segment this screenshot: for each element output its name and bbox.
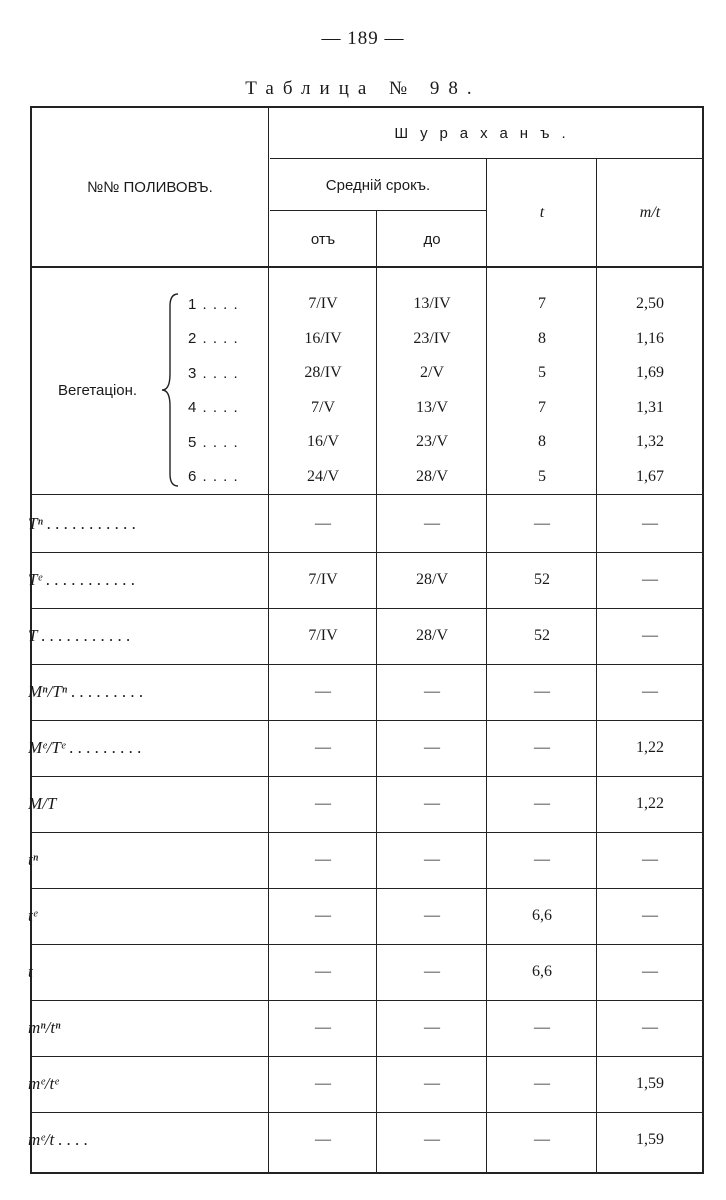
table-cell-to: 13/IV	[413, 295, 451, 312]
table-cell-t: 5	[538, 364, 546, 381]
table-cell-from: 16/IV	[304, 329, 342, 347]
table-cell-to: —	[424, 795, 440, 812]
table-cell-t: —	[534, 515, 550, 532]
table-cell-from: —	[315, 795, 331, 812]
page-number: — 189 —	[321, 28, 405, 49]
summary-row-label: t	[28, 962, 33, 981]
table-cell-t: 6,6	[532, 907, 552, 924]
table-cell-from: 7/IV	[308, 295, 338, 312]
table-cell-from: —	[315, 683, 331, 700]
table-cell-mt: 1,69	[636, 364, 664, 381]
table-cell-t: 5	[538, 467, 546, 485]
table-cell-t: 6,6	[532, 963, 552, 980]
vegetation-brace	[160, 292, 184, 488]
table-cell-t: —	[534, 795, 550, 812]
vegetation-row-number: 5 . . . .	[188, 433, 239, 451]
table-cell-mt: —	[642, 851, 658, 868]
table-cell-t: —	[534, 1019, 550, 1036]
table-rule	[268, 108, 269, 1172]
table-cell-to: —	[424, 1131, 440, 1148]
table-rule	[32, 494, 702, 495]
summary-row-label: tᵉ	[28, 906, 38, 925]
table-cell-to: 28/V	[416, 467, 448, 485]
table-cell-to: —	[424, 1075, 440, 1092]
vegetation-row-number: 4 . . . .	[188, 399, 239, 416]
table-cell-mt: —	[642, 907, 658, 924]
table-cell-to: 28/V	[416, 571, 448, 588]
table-cell-to: 23/IV	[413, 329, 451, 347]
table-cell-to: 28/V	[416, 627, 448, 644]
table-cell-t: —	[534, 739, 550, 756]
table-cell-from: —	[315, 851, 331, 868]
table-title: Таблица № 98.	[245, 78, 481, 99]
table-cell-to: —	[424, 739, 440, 756]
table-cell-from: —	[315, 963, 331, 980]
summary-row-label: M/T	[28, 794, 57, 813]
table-cell-to: —	[424, 683, 440, 700]
table-cell-mt: 1,59	[636, 1075, 664, 1092]
table-cell-mt: 1,32	[636, 433, 664, 450]
mean-period-header: Среднiй срокъ.	[325, 176, 431, 194]
table-rule	[270, 210, 486, 211]
summary-row-label: Mᵉ/Tᵉ . . . . . . . . .	[28, 738, 142, 757]
table-cell-from: 28/IV	[304, 364, 342, 381]
table-cell-from: 7/IV	[308, 571, 338, 588]
table-cell-from: 24/V	[307, 467, 339, 485]
table-cell-mt: 1,16	[636, 329, 664, 347]
table-cell-mt: —	[642, 1019, 658, 1036]
table-cell-mt: —	[642, 963, 658, 980]
vegetation-label: Вегетацiон.	[58, 381, 138, 399]
vegetation-row-number: 2 . . . .	[188, 330, 239, 347]
table-cell-t: —	[534, 1075, 550, 1092]
table-cell-t: —	[534, 1131, 550, 1148]
table-cell-mt: —	[642, 571, 658, 588]
t-header: t	[539, 204, 545, 221]
table-cell-from: 7/IV	[308, 627, 338, 644]
table-cell-from: —	[315, 907, 331, 924]
to-header: до	[423, 230, 441, 248]
table-cell-mt: 1,22	[636, 795, 664, 812]
table-cell-t: 8	[538, 329, 546, 347]
table-cell-mt: —	[642, 683, 658, 700]
table-cell-mt: —	[642, 515, 658, 532]
table-cell-mt: 1,31	[636, 398, 664, 416]
table-cell-t: 8	[538, 433, 546, 450]
table-rule	[32, 266, 702, 268]
table-rule	[596, 158, 597, 1172]
table-cell-to: —	[424, 1019, 440, 1036]
table-cell-to: —	[424, 851, 440, 868]
table-cell-from: —	[315, 1019, 331, 1036]
table-cell-t: —	[534, 851, 550, 868]
row-label-header: №№ ПОЛИВОВЪ.	[87, 178, 213, 196]
vegetation-row-number: 3 . . . .	[188, 364, 239, 382]
station-group-title: Шураханъ.	[394, 124, 578, 142]
from-header: отъ	[310, 230, 336, 248]
table-cell-mt: 1,22	[636, 739, 664, 756]
table-cell-from: —	[315, 739, 331, 756]
table-cell-t: 7	[538, 398, 546, 416]
mt-header: m/t	[639, 204, 661, 221]
table-cell-to: —	[424, 907, 440, 924]
vegetation-row-number: 1 . . . .	[188, 295, 239, 313]
table-rule	[376, 210, 377, 1172]
summary-row-label: T . . . . . . . . . . .	[28, 626, 131, 645]
table-cell-t: 7	[538, 295, 546, 312]
table-cell-to: 13/V	[416, 398, 448, 416]
table-cell-t: 52	[534, 627, 550, 644]
summary-row-label: Mⁿ/Tⁿ . . . . . . . . .	[28, 682, 144, 701]
table-cell-from: —	[315, 1075, 331, 1092]
table-cell-mt: —	[642, 627, 658, 644]
vegetation-row-number: 6 . . . .	[188, 468, 239, 485]
summary-row-label: mⁿ/tⁿ	[28, 1018, 61, 1037]
table-cell-mt: 1,59	[636, 1131, 664, 1148]
table-cell-from: 16/V	[307, 433, 339, 450]
summary-row-label: Tⁿ . . . . . . . . . . .	[28, 514, 137, 533]
table-cell-to: —	[424, 515, 440, 532]
table-cell-from: —	[315, 1131, 331, 1148]
table-cell-t: —	[534, 683, 550, 700]
table-rule	[486, 158, 487, 1172]
table-cell-from: 7/V	[311, 398, 335, 416]
summary-row-label: mᵉ/tᵉ	[28, 1074, 59, 1093]
table-cell-mt: 1,67	[636, 467, 664, 485]
table-cell-to: 2/V	[420, 364, 444, 381]
summary-row-label: tⁿ	[28, 850, 39, 869]
summary-row-label: Tᵉ . . . . . . . . . . .	[28, 570, 136, 589]
table-cell-from: —	[315, 515, 331, 532]
table-cell-mt: 2,50	[636, 295, 664, 312]
table-cell-t: 52	[534, 571, 550, 588]
table-cell-to: 23/V	[416, 433, 448, 450]
summary-row-label: mᵉ/t . . . .	[28, 1130, 89, 1149]
table-cell-to: —	[424, 963, 440, 980]
